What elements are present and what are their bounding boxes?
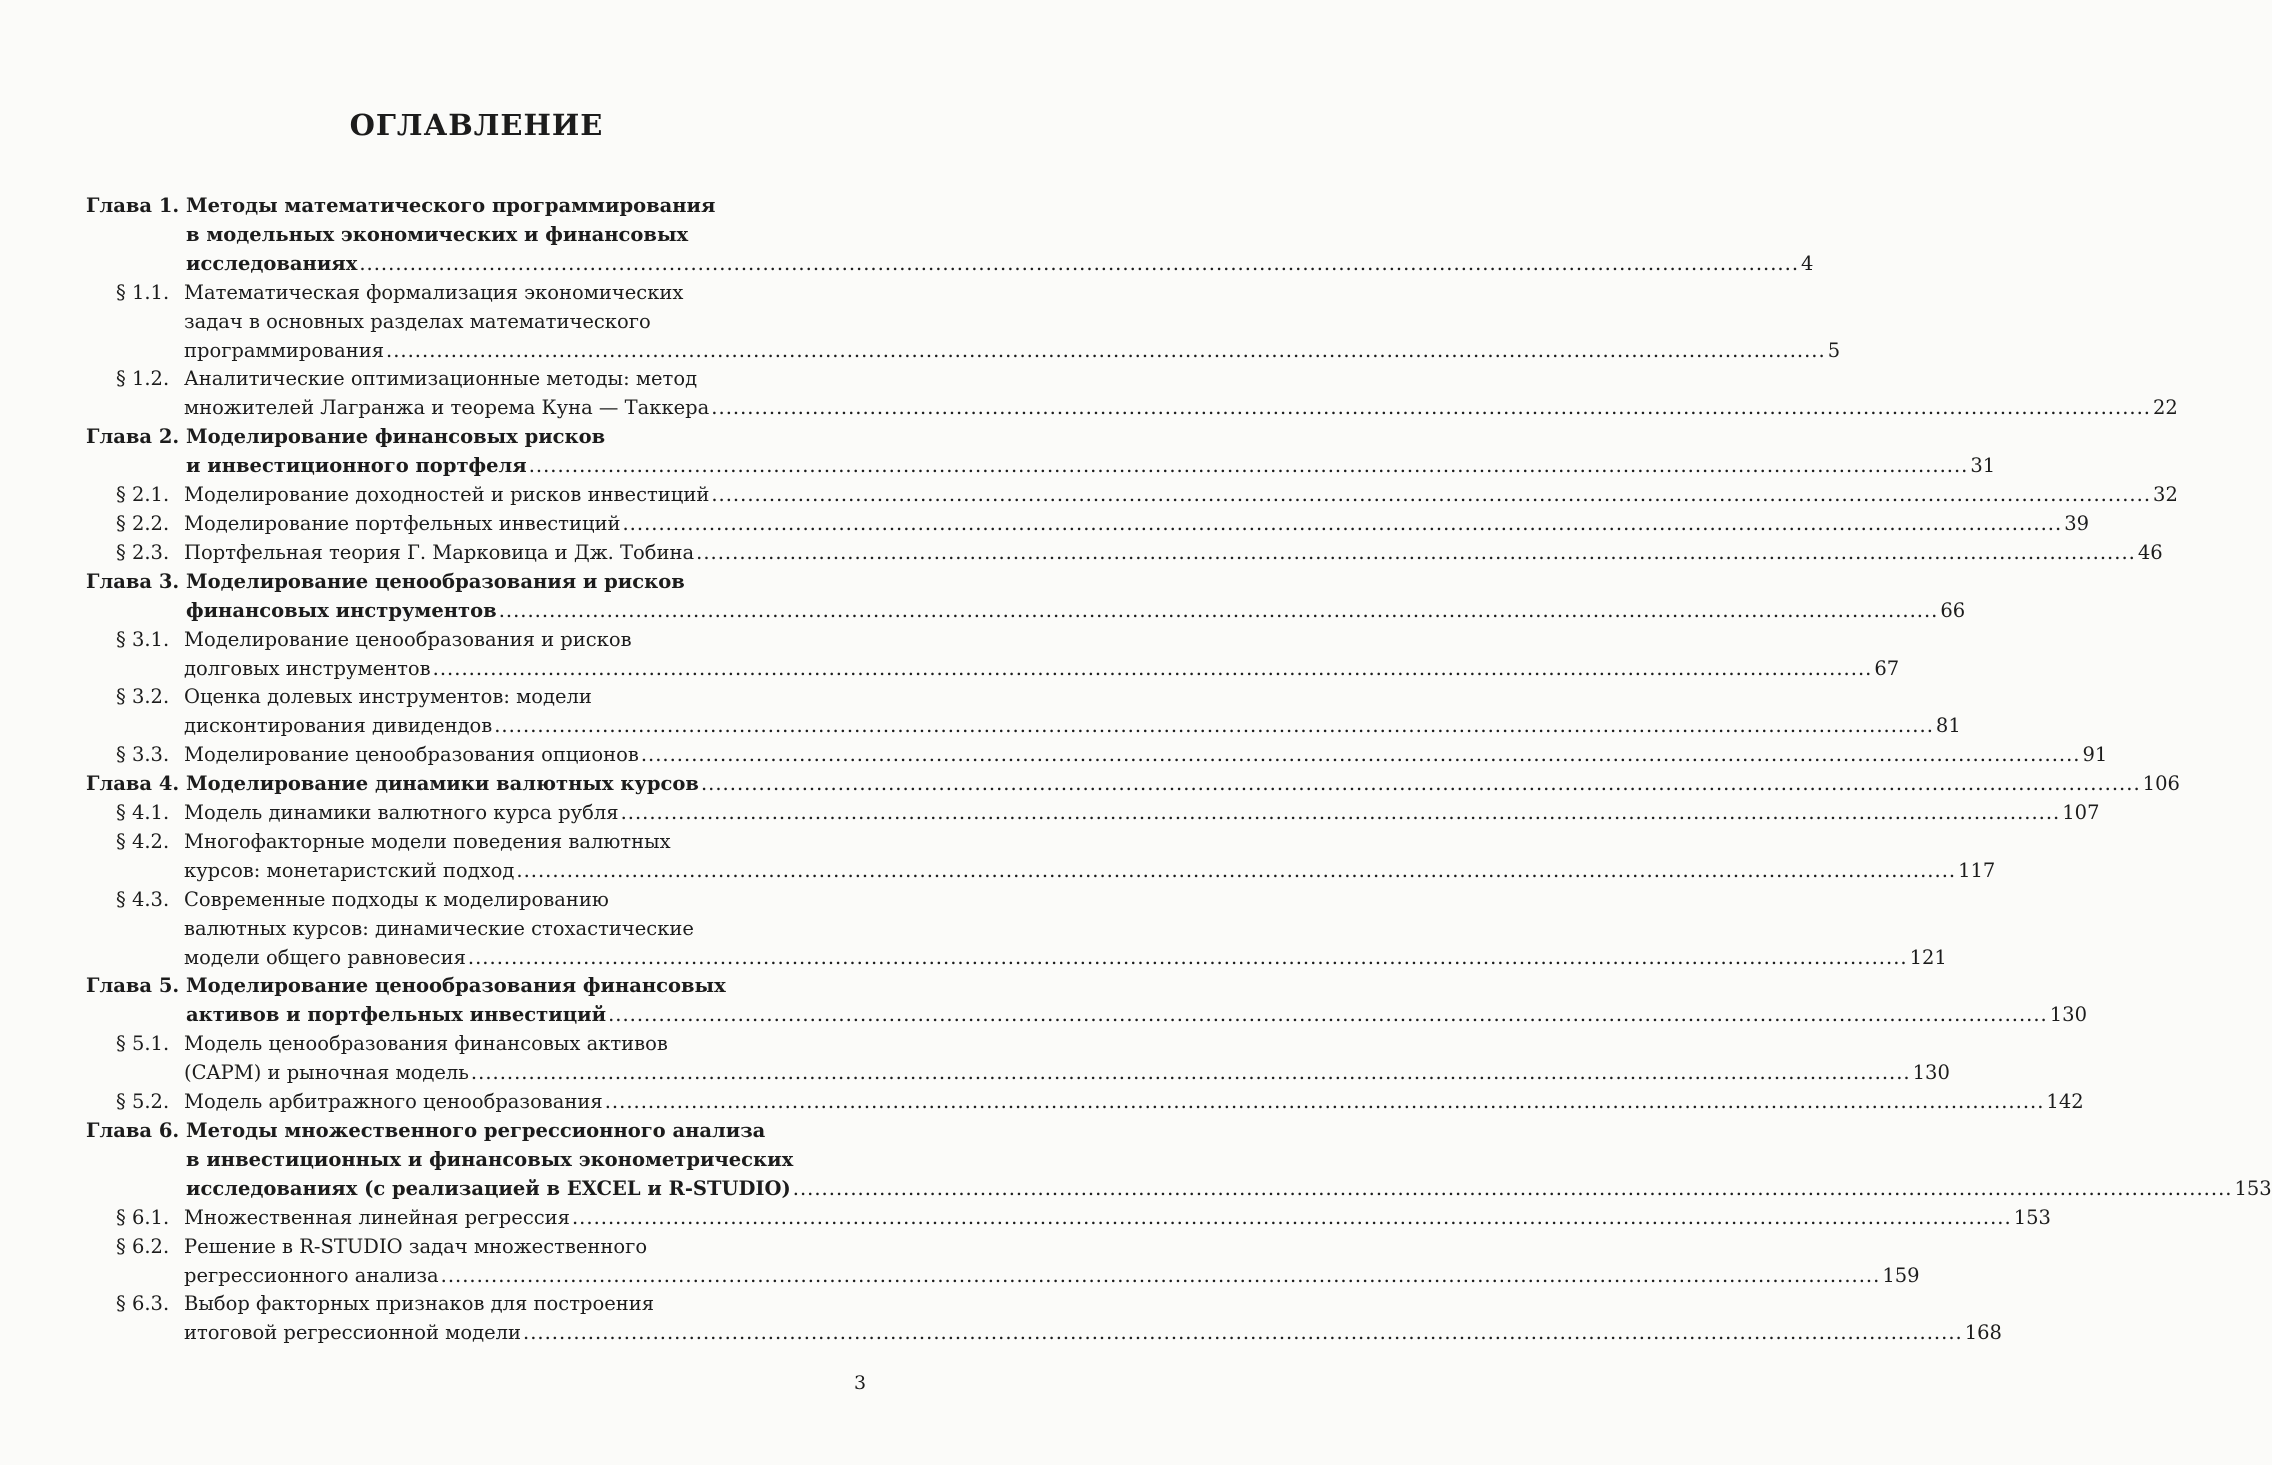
dot-leader: ........................................................................................................................................................................................................ xyxy=(523,1321,1963,1345)
toc-section-entry xyxy=(86,1290,2002,1348)
dot-leader: ........................................................................................................................................................................................................ xyxy=(622,511,2063,535)
entry-title-line: дисконтирования дивидендов xyxy=(184,714,493,738)
entry-title xyxy=(184,1233,1920,1291)
entry-title-line: Модель динамики валютного курса рубля xyxy=(184,801,619,825)
entry-title xyxy=(184,481,2178,510)
entry-title-line: Моделирование динамики валютных курсов xyxy=(186,772,699,796)
entry-last-line xyxy=(184,944,1947,973)
toc-section-entry xyxy=(86,828,1996,886)
entry-page-number: 168 xyxy=(1964,1321,2002,1345)
indent xyxy=(86,626,116,684)
section-number: § 6.2. xyxy=(116,1234,170,1258)
entry-last-line xyxy=(184,1262,1920,1291)
entry-title-line: модели общего равновесия xyxy=(184,945,466,969)
toc-chapter-entry xyxy=(86,192,1814,279)
indent xyxy=(86,1204,116,1233)
entry-last-line xyxy=(184,1204,2051,1233)
entry-title-line: Моделирование ценообразования и рисков xyxy=(186,569,685,593)
entry-last-line xyxy=(184,712,1961,741)
entry-page-number: 32 xyxy=(2153,483,2178,507)
dot-leader: ........................................................................................................................................................................................................ xyxy=(608,1003,2048,1027)
indent xyxy=(86,741,116,770)
entry-title-line: активов и портфельных инвестиций xyxy=(186,1003,607,1027)
dot-leader: ........................................................................................................................................................................................................ xyxy=(359,251,1800,275)
table-of-contents xyxy=(86,192,2272,1348)
entry-title xyxy=(186,192,1813,279)
dot-leader: ........................................................................................................................................................................................................ xyxy=(696,540,2136,564)
entry-title-line: Методы множественного регрессионного анализа xyxy=(186,1119,766,1142)
entry-title-line: задач в основных разделах математического xyxy=(184,309,651,333)
section-number: § 2.1. xyxy=(116,483,170,507)
entry-title xyxy=(184,886,1947,973)
section-number: § 1.2. xyxy=(116,367,170,391)
dot-leader: ........................................................................................................................................................................................................ xyxy=(498,598,1939,622)
toc-section-entry xyxy=(86,741,2108,770)
entry-title xyxy=(184,1204,2051,1233)
entry-page-number: 66 xyxy=(1940,598,1966,622)
entry-last-line xyxy=(184,539,2163,568)
entry-page-number: 142 xyxy=(2046,1090,2084,1114)
page-number: 3 xyxy=(854,1372,867,1394)
entry-last-line xyxy=(184,655,1899,684)
dot-leader: ........................................................................................................................................................................................................ xyxy=(711,396,2151,420)
entry-title-line: программирования xyxy=(184,338,384,362)
entry-last-line xyxy=(186,250,1813,279)
dot-leader: ........................................................................................................................................................................................................ xyxy=(700,772,2141,796)
entry-page-number: 106 xyxy=(2142,772,2180,796)
indent xyxy=(86,1290,116,1348)
entry-title-line: Выбор факторных признаков для построения xyxy=(184,1292,655,1316)
entry-last-line xyxy=(184,1088,2084,1117)
entry-page-number: 31 xyxy=(1970,454,1996,478)
indent xyxy=(86,799,116,828)
entry-last-line xyxy=(184,510,2089,539)
entry-title-line: долговых инструментов xyxy=(184,656,431,680)
entry-last-line xyxy=(184,1059,1950,1088)
entry-title xyxy=(184,741,2107,770)
indent xyxy=(86,683,116,741)
entry-page-number: 159 xyxy=(1882,1263,1920,1287)
entry-title-line: и инвестиционного портфеля xyxy=(186,454,527,478)
entry-title-line: Моделирование ценообразования опционов xyxy=(184,743,639,767)
entry-last-line xyxy=(184,481,2178,510)
dot-leader: ........................................................................................................................................................................................................ xyxy=(640,743,2081,767)
entry-title-line: Методы математического программирования xyxy=(186,194,716,217)
dot-leader: ........................................................................................................................................................................................................ xyxy=(440,1263,1881,1287)
toc-section-entry xyxy=(86,886,1947,973)
entry-title-line: Моделирование ценообразования и рисков xyxy=(184,627,632,651)
toc-section-entry xyxy=(86,683,1961,741)
entry-title-line: Решение в R-STUDIO задач множественного xyxy=(184,1234,648,1258)
toc-chapter-entry xyxy=(86,1117,2272,1204)
entry-title xyxy=(184,279,1840,366)
toc-section-entry xyxy=(86,799,2100,828)
entry-title xyxy=(184,1290,2002,1348)
entry-page-number: 153 xyxy=(2013,1205,2051,1229)
entry-title-line: Многофакторные модели поведения валютных xyxy=(184,829,671,853)
toc-chapter-entry xyxy=(86,423,1996,481)
indent xyxy=(86,365,116,423)
entry-last-line xyxy=(186,1175,2272,1204)
dot-leader: ........................................................................................................................................................................................................ xyxy=(386,338,1826,362)
entry-last-line xyxy=(186,770,2180,799)
indent xyxy=(86,1030,116,1088)
entry-title-line: финансовых инструментов xyxy=(186,598,497,622)
entry-last-line xyxy=(184,857,1995,886)
dot-leader: ........................................................................................................................................................................................................ xyxy=(494,714,1934,738)
entry-title xyxy=(184,510,2089,539)
section-number: § 4.3. xyxy=(116,887,170,911)
indent xyxy=(86,279,116,366)
section-number: § 2.3. xyxy=(116,540,170,564)
indent xyxy=(86,1088,116,1117)
entry-title xyxy=(184,1030,1950,1088)
entry-page-number: 130 xyxy=(2049,1003,2087,1027)
chapter-number: Глава 2. xyxy=(86,425,180,449)
dot-leader: ........................................................................................................................................................................................................ xyxy=(470,1061,1911,1085)
entry-title xyxy=(186,1117,2272,1204)
entry-title-line: Математическая формализация экономических xyxy=(184,280,684,304)
section-number: § 6.3. xyxy=(116,1292,170,1316)
entry-page-number: 130 xyxy=(1912,1061,1950,1085)
indent xyxy=(86,1233,116,1291)
entry-last-line xyxy=(184,799,2100,828)
entry-title-line: Модель ценообразования финансовых активов xyxy=(184,1032,668,1056)
indent xyxy=(86,539,116,568)
entry-last-line xyxy=(184,741,2107,770)
toc-section-entry xyxy=(86,481,2178,510)
toc-chapter-entry xyxy=(86,568,1966,626)
entry-title-line: курсов: монетаристский подход xyxy=(184,858,515,882)
entry-title-line: Моделирование финансовых рисков xyxy=(186,425,606,449)
entry-page-number: 81 xyxy=(1935,714,1961,738)
entry-title xyxy=(186,568,1965,626)
toc-section-entry xyxy=(86,1088,2084,1117)
entry-title-line: в модельных экономических и финансовых xyxy=(186,222,689,246)
entry-last-line xyxy=(184,337,1840,366)
entry-page-number: 5 xyxy=(1827,338,1841,362)
entry-last-line xyxy=(184,394,2178,423)
dot-leader: ........................................................................................................................................................................................................ xyxy=(792,1176,2233,1200)
dot-leader: ........................................................................................................................................................................................................ xyxy=(516,858,1957,882)
section-number: § 2.2. xyxy=(116,511,170,535)
entry-title-line: исследованиях (с реализацией в EXCEL и R-STUDIO) xyxy=(186,1176,791,1200)
entry-title-line: исследованиях xyxy=(186,251,358,275)
dot-leader: ........................................................................................................................................................................................................ xyxy=(620,801,2061,825)
toc-section-entry xyxy=(86,510,2090,539)
toc-section-entry xyxy=(86,1030,1950,1088)
dot-leader: ........................................................................................................................................................................................................ xyxy=(528,454,1969,478)
entry-title-line: в инвестиционных и финансовых эконометрических xyxy=(186,1147,794,1171)
section-number: § 6.1. xyxy=(116,1205,170,1229)
entry-page-number: 121 xyxy=(1909,945,1947,969)
entry-title-line: множителей Лагранжа и теорема Куна — Таккера xyxy=(184,396,710,420)
entry-title xyxy=(184,683,1961,741)
toc-section-entry xyxy=(86,626,1900,684)
entry-last-line xyxy=(186,452,1995,481)
entry-title-line: Моделирование портфельных инвестиций xyxy=(184,511,621,535)
entry-title-line: регрессионного анализа xyxy=(184,1263,439,1287)
entry-title-line: (CAPM) и рыночная модель xyxy=(184,1061,469,1085)
entry-title-line: Моделирование доходностей и рисков инвестиций xyxy=(184,483,710,507)
entry-page-number: 22 xyxy=(2153,396,2178,420)
entry-title-line: Портфельная теория Г. Марковица и Дж. Тобина xyxy=(184,540,695,564)
toc-chapter-entry xyxy=(86,770,2180,799)
section-number: § 4.1. xyxy=(116,801,170,825)
entry-page-number: 91 xyxy=(2082,743,2108,767)
entry-page-number: 39 xyxy=(2064,511,2090,535)
entry-title xyxy=(184,828,1995,886)
entry-title-line: Моделирование ценообразования финансовых xyxy=(186,974,726,998)
dot-leader: ........................................................................................................................................................................................................ xyxy=(604,1090,2045,1114)
chapter-number: Глава 1. xyxy=(86,194,180,217)
entry-title xyxy=(184,365,2178,423)
indent xyxy=(86,481,116,510)
entry-title xyxy=(184,626,1899,684)
entry-title xyxy=(186,972,2087,1030)
entry-title-line: валютных курсов: динамические стохастические xyxy=(184,916,694,940)
entry-last-line xyxy=(186,1001,2087,1030)
entry-title xyxy=(186,770,2180,799)
page-title: ОГЛАВЛЕНИЕ xyxy=(349,108,604,142)
chapter-number: Глава 3. xyxy=(86,569,180,593)
entry-title-line: Множественная линейная регрессия xyxy=(184,1205,570,1229)
entry-title xyxy=(186,423,1995,481)
section-number: § 3.2. xyxy=(116,685,170,709)
entry-title-line: итоговой регрессионной модели xyxy=(184,1321,522,1345)
entry-page-number: 107 xyxy=(2062,801,2100,825)
entry-title xyxy=(184,1088,2084,1117)
toc-section-entry xyxy=(86,365,2178,423)
section-number: § 5.2. xyxy=(116,1090,170,1114)
entry-page-number: 46 xyxy=(2137,540,2163,564)
section-number: § 1.1. xyxy=(116,280,170,304)
toc-section-entry xyxy=(86,1233,1920,1291)
entry-page-number: 4 xyxy=(1801,251,1814,275)
toc-section-entry xyxy=(86,1204,2051,1233)
dot-leader: ........................................................................................................................................................................................................ xyxy=(467,945,1908,969)
chapter-number: Глава 5. xyxy=(86,974,180,998)
entry-title-line: Современные подходы к моделированию xyxy=(184,887,609,911)
section-number: § 4.2. xyxy=(116,829,170,853)
dot-leader: ........................................................................................................................................................................................................ xyxy=(711,483,2152,507)
dot-leader: ........................................................................................................................................................................................................ xyxy=(432,656,1873,680)
entry-page-number: 117 xyxy=(1958,858,1996,882)
entry-title-line: Аналитические оптимизационные методы: метод xyxy=(184,367,698,391)
indent xyxy=(86,510,116,539)
entry-last-line xyxy=(186,597,1965,626)
section-number: § 3.1. xyxy=(116,627,170,651)
entry-last-line xyxy=(184,1319,2002,1348)
entry-page-number: 153 xyxy=(2234,1176,2272,1200)
section-number: § 5.1. xyxy=(116,1032,170,1056)
toc-section-entry xyxy=(86,539,2163,568)
chapter-number: Глава 6. xyxy=(86,1119,180,1142)
chapter-number: Глава 4. xyxy=(86,772,180,796)
toc-chapter-entry xyxy=(86,972,2087,1030)
entry-page-number: 67 xyxy=(1874,656,1900,680)
entry-title-line: Модель арбитражного ценообразования xyxy=(184,1090,603,1114)
section-number: § 3.3. xyxy=(116,743,170,767)
indent xyxy=(86,828,116,886)
dot-leader: ........................................................................................................................................................................................................ xyxy=(571,1205,2012,1229)
toc-section-entry xyxy=(86,279,1841,366)
entry-title-line: Оценка долевых инструментов: модели xyxy=(184,685,592,709)
indent xyxy=(86,886,116,973)
entry-title xyxy=(184,539,2163,568)
entry-title xyxy=(184,799,2100,828)
